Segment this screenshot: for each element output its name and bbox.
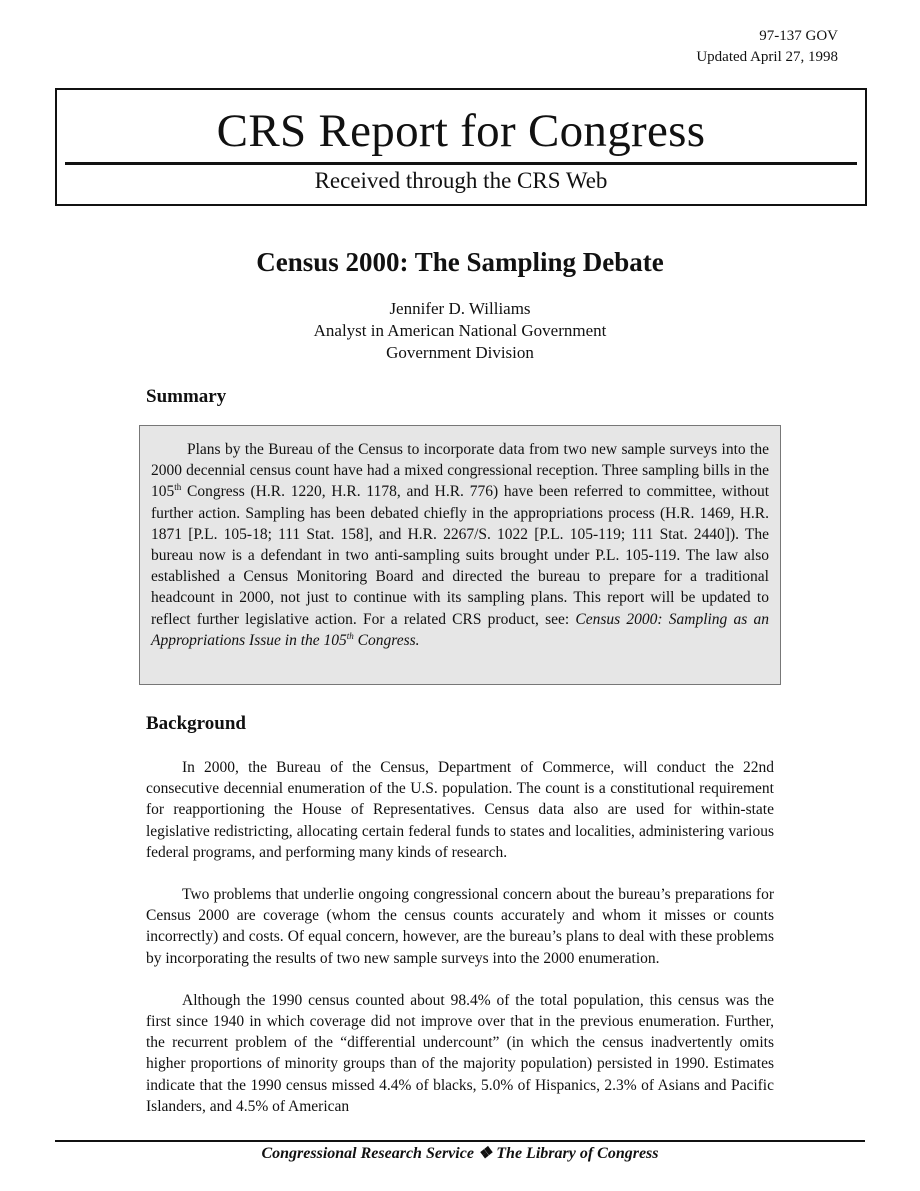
related-product-title: Census 2000: Sampling as an Appropriations Issue in the 105 (151, 610, 769, 649)
background-body (146, 757, 774, 1138)
report-header-title: CRS Report for Congress (216, 105, 706, 157)
background-paragraph: In 2000, the Bureau of the Census, Department of Commerce, will conduct the 22nd consecutive decennial enumeration of the U.S. population. The count is a constitutional requirement for reapportioning the House of Representatives. Census data also are used for within-state legislative redistricting, allocating certain federal funds to states and localities, administering various federal programs, and performing many kinds of research. (146, 759, 774, 861)
document-title: Census 2000: The Sampling Debate (256, 247, 664, 277)
author-block (0, 298, 920, 364)
background-paragraph: Two problems that underlie ongoing congressional concern about the bureau’s preparations for Census 2000 are coverage (whom the census counts accurately and whom it misses or counts incorrectly) and costs. Of equal concern, however, are the bureau’s plans to deal with these problems by incorporating the results of two new sample surveys into the 2000 enumeration. (146, 886, 774, 967)
background-heading: Background (146, 713, 246, 734)
footer-divider (55, 1140, 865, 1142)
summary-text-part: Congress (H.R. 1220, H.R. 1178, and H.R. 776) have been referred to committee, without further action. Sampling has been debated chiefly in the appropriations process (H.R. 1469, H.R. 1871 [P.L. 105-18; 111 Stat. 158], and H.R. 2267/S. 1022 [P.L. 105-119; 111 Stat. 2440]). The bureau now is a defendant in two anti-sampling suits brought under P.L. 105-119. The law also established a Census Monitoring Board and directed the bureau to prepare for a traditional headcount in 2000, not just to continue with its sampling plans. This report will be updated to reflect further legislative action. For a related CRS product, see: (151, 483, 769, 628)
background-paragraph: Although the 1990 census counted about 98.4% of the total population, this census was the first since 1940 in which coverage did not improve over that in the previous enumeration. Further, the recurrent problem of the “differential undercount” (in which the census inadvertently omits higher proportions of minority groups than of the majority population) persisted in 1990. Estimates indicate that the 1990 census missed 4.4% of blacks, 5.0% of Hispanics, 2.3% of Asians and Pacific Islanders, and 4.5% of American (146, 991, 774, 1115)
report-header-subtitle: Received through the CRS Web (314, 168, 608, 193)
page-footer: Congressional Research Service ❖ The Library of Congress (261, 1145, 659, 1162)
summary-superscript: th (174, 482, 182, 493)
author-name: Jennifer D. Williams (389, 299, 531, 318)
related-product-title-end: Congress. (353, 631, 420, 649)
report-header-box (55, 88, 867, 206)
report-identifier (696, 26, 838, 68)
header-divider (65, 162, 857, 165)
summary-text-part: Plans by the Bureau of the Census to incorporate data from two new sample surveys into the 2000 decennial census count have had a mixed congressional reception. Three sampling bills in the 105 (151, 441, 769, 501)
author-role: Analyst in American National Government (313, 321, 607, 340)
author-division: Government Division (386, 343, 534, 362)
report-updated-date: Updated April 27, 1998 (696, 49, 838, 65)
summary-box (139, 425, 781, 685)
report-number: 97-137 GOV (759, 28, 838, 44)
summary-heading: Summary (146, 386, 227, 407)
related-product-superscript: th (346, 630, 354, 641)
summary-text (151, 439, 769, 651)
